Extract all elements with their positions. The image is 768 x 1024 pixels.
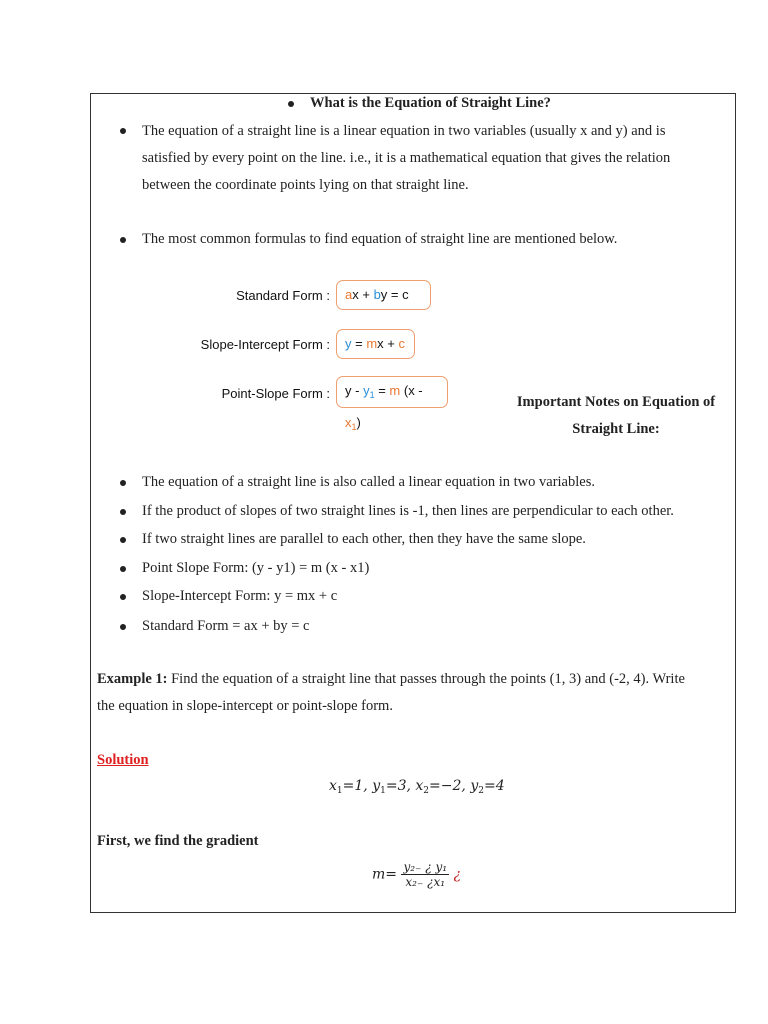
coef-a: a xyxy=(345,287,353,302)
standard-form-label: Standard Form : xyxy=(236,288,330,303)
slope-intercept-label: Slope-Intercept Form : xyxy=(200,337,330,352)
solution-heading: Solution xyxy=(97,752,149,768)
var-x: x xyxy=(352,287,359,302)
point-slope-label: Point-Slope Form : xyxy=(221,386,330,401)
note-item: Point Slope Form: (y - y1) = m (x - x1) xyxy=(142,560,370,576)
op-eq: = xyxy=(351,336,367,351)
standard-form-box xyxy=(336,280,431,310)
note-bullet xyxy=(120,509,126,515)
intro-line-3: between the coordinate points lying on that straight line. xyxy=(142,177,469,193)
op-plus: + xyxy=(358,287,374,302)
paren-open: (x - xyxy=(400,383,423,398)
heading-bullet xyxy=(288,101,294,107)
sub-2: 1 xyxy=(351,422,357,432)
op-eq: = xyxy=(387,287,403,302)
intro-bullet-1 xyxy=(120,128,126,134)
op-minus: - xyxy=(351,383,364,398)
coef-b: b xyxy=(373,287,381,302)
var-x1: x xyxy=(345,415,352,430)
intro-bullet-2 xyxy=(120,237,126,243)
intro-line-1: The equation of a straight line is a linear equation in two variables (usually x and y) and is xyxy=(142,123,666,139)
note-bullet xyxy=(120,480,126,486)
coef-m: m xyxy=(389,383,401,398)
gradient-fraction: $\frac{\text{y₂₋ ¿ y₁}}{\text{x₂₋ ¿x₁}}$ xyxy=(403,860,448,889)
slope-intercept-box xyxy=(336,329,415,359)
note-item: The equation of a straight line is also called a linear equation in two variables. xyxy=(142,474,595,490)
op-plus: + xyxy=(383,336,399,351)
const-c: c xyxy=(398,336,405,351)
given-values: $x_1=1$, $y_1=3$, $x_2=-2$, $y_2=4$ xyxy=(329,778,505,796)
note-bullet xyxy=(120,594,126,600)
intro-line-2: satisfied by every point on the line. i.e., it is a mathematical equation that gives the relation xyxy=(142,150,671,166)
coef-m: m xyxy=(366,336,378,351)
notes-heading-line-1: Important Notes on Equation of xyxy=(516,394,716,410)
var-y: y xyxy=(345,336,352,351)
example-line-2: the equation in slope-intercept or point-slope form. xyxy=(97,698,393,714)
sub-1: 1 xyxy=(369,390,375,400)
paren-close: ) xyxy=(356,415,361,430)
note-bullet xyxy=(120,624,126,630)
note-item: If the product of slopes of two straight lines is -1, then lines are perpendicular to each other. xyxy=(142,503,674,519)
var-x: x xyxy=(377,336,384,351)
const-c: c xyxy=(402,287,409,302)
note-item: If two straight lines are parallel to each other, then they have the same slope. xyxy=(142,531,586,547)
example-label: Example 1: xyxy=(97,671,168,687)
op-eq: = xyxy=(374,383,390,398)
var-y1: y xyxy=(363,383,370,398)
gradient-formula: m= $\frac{\text{y₂₋ ¿ y₁}}{\text{x₂₋ ¿x₁}}$ ¿ xyxy=(372,860,462,889)
example-line-1 xyxy=(97,666,685,693)
intro-line-4: The most common formulas to find equation of straight line are mentioned below. xyxy=(142,231,618,247)
example-text-1: Find the equation of a straight line that passes through the points (1, 3) and (-2, 4). Write xyxy=(167,671,685,687)
section-heading: What is the Equation of Straight Line? xyxy=(310,95,551,111)
note-item: Standard Form = ax + by = c xyxy=(142,618,310,634)
var-y: y xyxy=(380,287,388,302)
notes-heading-line-2: Straight Line: xyxy=(572,421,660,437)
note-item: Slope-Intercept Form: y = mx + c xyxy=(142,588,338,604)
note-bullet xyxy=(120,537,126,543)
gradient-heading: First, we find the gradient xyxy=(97,833,259,849)
var-y: y xyxy=(345,383,352,398)
note-bullet xyxy=(120,566,126,572)
point-slope-box xyxy=(336,376,448,432)
